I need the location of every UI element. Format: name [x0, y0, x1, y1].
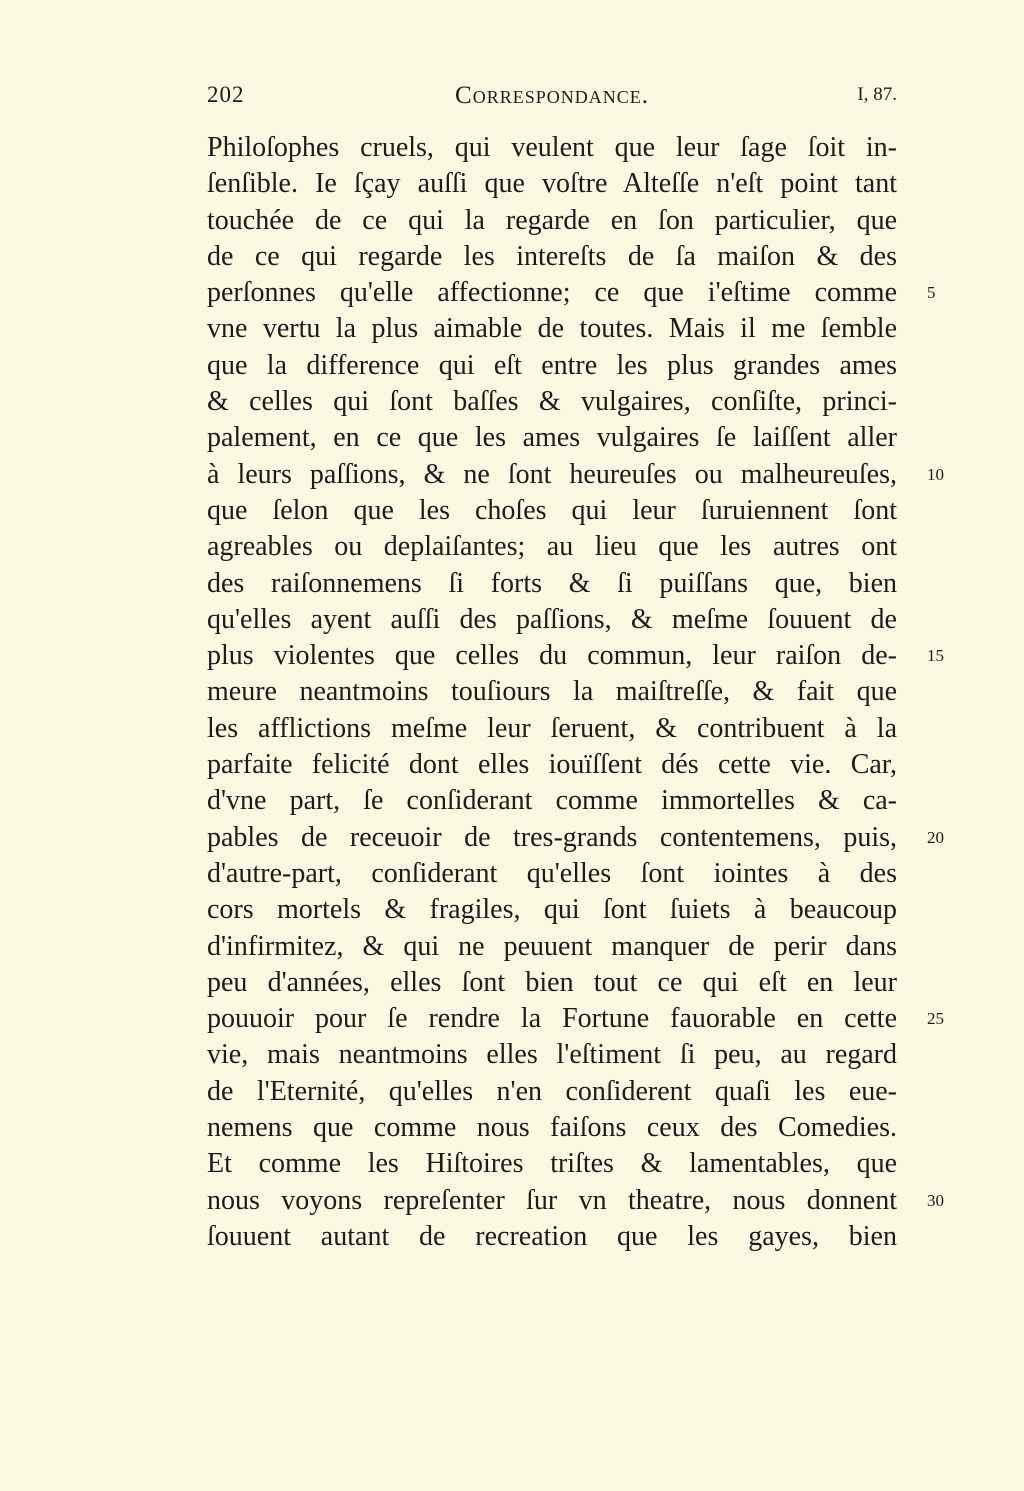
text-line: Philoſophes cruels, qui veulent que leur ſage ſoit in-	[207, 132, 897, 163]
text-line: meure neantmoins touſiours la maiſtreſſe, & fait que	[207, 676, 897, 708]
text-line: d'autre-part, conſiderant qu'elles ſont iointes à des	[207, 857, 897, 889]
text-line: à leurs paſſions, & ne ſont heureuſes ou malheureuſes,	[207, 458, 897, 490]
text-line: touchée de ce qui la regarde en ſon particulier, que	[207, 204, 897, 236]
text-line: qu'elles ayent auſſi des paſſions, & meſme ſouuent de	[207, 603, 897, 635]
text-line: de l'Eternité, qu'elles n'en conſiderent quaſi les eue-	[207, 1075, 897, 1107]
text-line: les afflictions meſme leur ſeruent, & contribuent à la	[207, 712, 897, 744]
text-line: de ce qui regarde les intereſts de ſa maiſon & des	[207, 240, 897, 272]
body-text	[207, 130, 944, 1255]
text-line: agreables ou deplaiſantes; au lieu que les autres ont	[207, 531, 897, 563]
text-line: des raiſonnemens ſi forts & ſi puiſſans que, bien	[207, 567, 897, 599]
text-line: nous voyons repreſenter ſur vn theatre, nous donnent	[207, 1184, 897, 1216]
margin-line-number: 30	[927, 1190, 944, 1210]
margin-line-number: 20	[927, 827, 944, 847]
running-title: Correspondance.	[455, 82, 649, 109]
text-line: que la difference qui eſt entre les plus grandes ames	[207, 349, 897, 381]
text-line: cors mortels & fragiles, qui ſont ſuiets à beaucoup	[207, 894, 897, 926]
text-line: vie, mais neantmoins elles l'eſtiment ſi peu, au regard	[207, 1039, 897, 1071]
page-number: 202	[207, 82, 245, 107]
text-line: que ſelon que les choſes qui leur ſuruiennent ſont	[207, 494, 897, 526]
letter-reference: I, 87.	[857, 84, 897, 105]
margin-line-number: 15	[927, 646, 944, 666]
margin-line-number: 10	[927, 464, 944, 484]
text-line: vne vertu la plus aimable de toutes. Mais il me ſemble	[207, 313, 897, 345]
text-line: & celles qui ſont baſſes & vulgaires, conſiſte, princi-	[207, 386, 897, 418]
margin-line-number: 25	[927, 1009, 944, 1029]
margin-line-number: 5	[927, 283, 936, 303]
text-line: pables de receuoir de tres-grands contentemens, puis,	[207, 821, 897, 853]
text-line: pouuoir pour ſe rendre la Fortune fauorable en cette	[207, 1003, 897, 1035]
text-line: parfaite felicité dont elles iouïſſent dés cette vie. Car,	[207, 749, 897, 781]
text-line: plus violentes que celles du commun, leur raiſon de-	[207, 640, 897, 672]
text-line: palement, en ce que les ames vulgaires ſe laiſſent aller	[207, 422, 897, 454]
text-line: d'infirmitez, & qui ne peuuent manquer de perir dans	[207, 930, 897, 962]
text-line: d'vne part, ſe conſiderant comme immortelles & ca-	[207, 785, 897, 817]
text-line: ſenſible. Ie ſçay auſſi que voſtre Alteſſe n'eſt point tant	[207, 168, 897, 200]
text-line: ſouuent autant de recreation que les gayes, bien	[207, 1220, 897, 1252]
text-line: Et comme les Hiſtoires triſtes & lamentables, que	[207, 1148, 897, 1180]
text-line: peu d'années, elles ſont bien tout ce qui eſt en leur	[207, 966, 897, 998]
text-line: perſonnes qu'elle affectionne; ce que i'eſtime comme	[207, 277, 897, 309]
text-line: nemens que comme nous faiſons ceux des Comedies.	[207, 1112, 897, 1144]
page-header	[207, 82, 897, 118]
